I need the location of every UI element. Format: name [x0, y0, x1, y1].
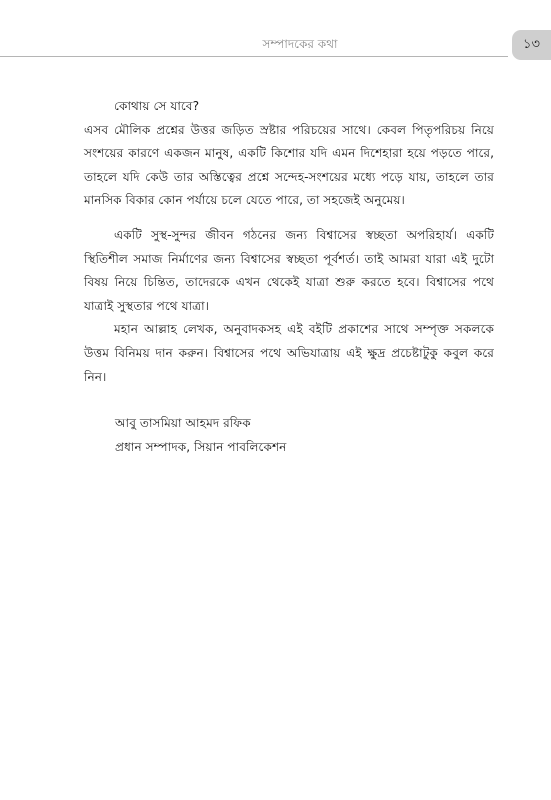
paragraph: একটি সুস্থ-সুন্দর জীবন গঠনের জন্য বিশ্বাসের স্বচ্ছতা অপরিহার্য। একটি স্থিতিশীল সমাজ নির্মাণের জন্য বিশ্বাসের স্বচ্ছতা পূর্বশর্ত। তাই আমরা যারা এই দুটো বিষয় নিয়ে চিন্তিত, তাদেরকে এখন থেকেই যাত্রা শুরু করতে হবে। বিশ্বাসের পথে যাত্রাই সুস্থতার পথে যাত্রা। [84, 227, 494, 313]
signature-title: প্রধান সম্পাদক, সিয়ান পাবলিকেশন [115, 440, 287, 454]
signature-name: আবু তাসমিয়া আহমদ রফিক [115, 416, 251, 430]
page-number-tab [512, 30, 551, 60]
paragraph: কোথায় সে যাবে? [114, 99, 200, 113]
header-rule [0, 56, 508, 57]
body-text [84, 95, 494, 389]
signature-block [115, 411, 286, 459]
running-title: সম্পাদকের কথা [262, 37, 338, 51]
paragraph: এসব মৌলিক প্রশ্নের উত্তর জড়িত স্রষ্টার পরিচয়ের সাথে। কেবল পিতৃপরিচয় নিয়ে সংশয়ের কারণে একজন মানুষ, একটি কিশোর যদি এমন দিশেহারা হয়ে পড়তে পারে, তাহলে যদি কেউ তার অস্তিত্বের প্রশ্নে সন্দেহ-সংশয়ের মধ্যে পড়ে যায়, তাহলে তার মানসিক বিকার কোন পর্যায়ে চলে যেতে পারে, তা সহজেই অনুমেয়। [84, 122, 494, 208]
paragraph: মহান আল্লাহ লেখক, অনুবাদকসহ এই বইটি প্রকাশের সাথে সম্পৃক্ত সকলকে উত্তম বিনিময় দান করুন। বিশ্বাসের পথে অভিযাত্রায় এই ক্ষুদ্র প্রচেষ্টাটুকু কবুল করে নিন। [84, 322, 494, 384]
page-number: ১৩ [523, 36, 540, 52]
